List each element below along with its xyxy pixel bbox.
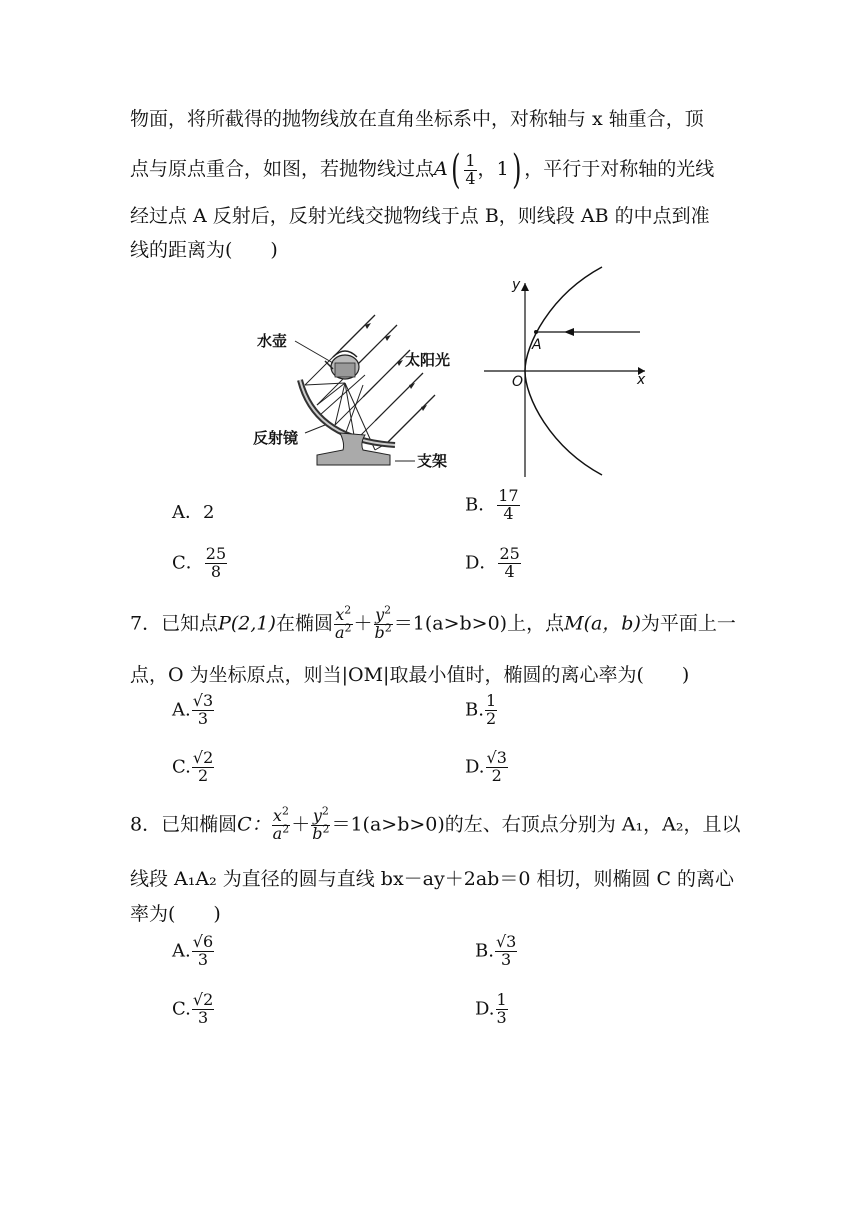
- q6-line-3: 经过点 A 反射后，反射光线交抛物线于点 B，则线段 AB 的中点到准: [130, 205, 710, 227]
- q8-line-1: 8．已知椭圆C： $\frac{x^2}{a^2}$ ＋ $\frac{y^2}{b^2}$ ＝1(a>b>0)的左、右顶点分别为 A₁，A₂，且以: [130, 804, 741, 843]
- kettle-label: 水壶: [257, 332, 288, 350]
- point-a-label: A: [434, 158, 448, 180]
- q8-line-3: 率为( ): [130, 903, 221, 925]
- incident-ray-arrow: [564, 328, 574, 336]
- svg-text:x: x: [637, 372, 646, 388]
- q8-line-2: 线段 A₁A₂ 为直径的圆与直线 bx－ay＋2ab＝0 相切，则椭圆 C 的离心: [130, 868, 735, 890]
- q8-option-c[interactable]: C. $\frac{√2}{3}$: [172, 990, 214, 1027]
- q6-option-b[interactable]: B． $\frac{17}{4}$: [465, 486, 519, 523]
- q8-option-a[interactable]: A. $\frac{√6}{3}$: [172, 932, 214, 969]
- parabola-lower: [525, 371, 602, 475]
- stand-shape: [317, 433, 390, 465]
- q7-option-d[interactable]: D. $\frac{√3}{2}$: [465, 748, 507, 785]
- q7-option-c[interactable]: C. $\frac{√2}{2}$: [172, 748, 214, 785]
- q7-option-a[interactable]: A. $\frac{√3}{3}$: [172, 691, 214, 728]
- parabola-upper: [525, 267, 602, 371]
- q6-option-a[interactable]: A．2: [172, 502, 215, 523]
- y-axis-arrow: [521, 283, 529, 291]
- q6-line-2: 点与原点重合，如图，若抛物线过点A( $\frac{1}{4}$ ，1) ，平行于对称轴的光线: [130, 147, 715, 193]
- kettle-shape: [325, 351, 359, 379]
- q7-line-2: 点，O 为坐标原点，则当|OM|取最小值时，椭圆的离心率为( ): [130, 664, 690, 686]
- q6-line-2a: 点与原点重合，如图，若抛物线过点: [130, 158, 435, 180]
- mirror-label: 反射镜: [253, 429, 299, 447]
- q7-line-1: 7．已知点P(2,1)在椭圆 $\frac{x^2}{a^2}$ ＋ $\frac{y^2}{b^2}$ ＝1(a>b>0)上，点M(a，b)为平面上一: [130, 603, 736, 642]
- svg-text:y: y: [512, 277, 521, 293]
- q8-option-d[interactable]: D. $\frac{1}{3}$: [475, 990, 507, 1027]
- q7-option-b[interactable]: B. $\frac{1}{2}$: [465, 691, 497, 728]
- point-a: [534, 330, 538, 334]
- q6-line-4: 线的距离为( ): [130, 239, 278, 261]
- sun-rays: [340, 315, 435, 443]
- stand-label: 支架: [417, 452, 448, 470]
- point-a-x: $\frac{1}{4}$: [465, 150, 476, 188]
- q8-option-b[interactable]: B. $\frac{√3}{3}$: [475, 932, 517, 969]
- point-a-y: 1: [496, 158, 509, 180]
- q6-option-d[interactable]: D． $\frac{25}{4}$: [465, 544, 520, 581]
- q6-line-2b: ，平行于对称轴的光线: [524, 158, 715, 180]
- sunlight-label: 太阳光: [405, 351, 451, 369]
- parabola-figure: [480, 265, 660, 480]
- svg-text:A: A: [532, 337, 542, 353]
- solar-cooker-figure: [245, 265, 470, 480]
- svg-text:O: O: [512, 374, 524, 390]
- q6-line-1: 物面，将所截得的抛物线放在直角坐标系中，对称轴与 x 轴重合，顶: [130, 108, 704, 130]
- q6-option-c[interactable]: C． $\frac{25}{8}$: [172, 544, 227, 581]
